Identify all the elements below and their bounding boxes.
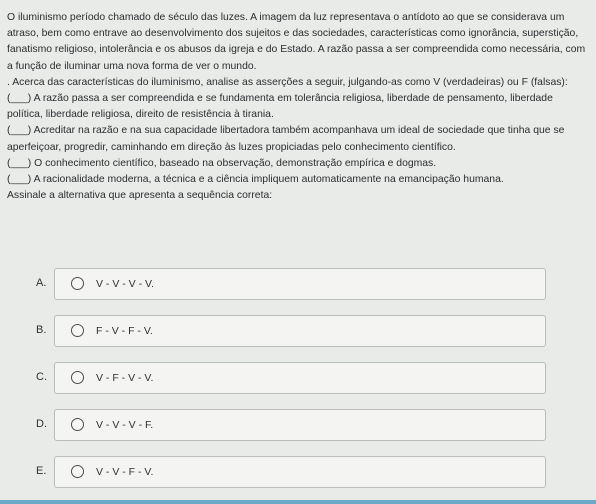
option-box[interactable] <box>54 409 546 441</box>
option-letter: B. <box>36 324 47 336</box>
option-box[interactable] <box>54 268 546 300</box>
radio-circle-icon[interactable] <box>71 465 84 478</box>
assertion-3: (___) O conhecimento científico, baseado na observação, demonstração empírica e dogmas. <box>7 157 437 169</box>
option-label: V - V - V - V. <box>96 278 154 290</box>
option-letter: D. <box>36 418 47 430</box>
option-a[interactable] <box>0 266 596 300</box>
option-d[interactable] <box>0 407 596 441</box>
option-label: V - V - F - V. <box>96 466 154 478</box>
assertion-4: (___) A racionalidade moderna, a técnica e a ciência impliquem automaticamente na emancipação humana. <box>7 174 504 186</box>
option-label: V - F - V - V. <box>96 372 154 384</box>
radio-circle-icon[interactable] <box>71 324 84 337</box>
option-letter: A. <box>36 277 47 289</box>
question-paragraph-prompt: . Acerca das características do iluminismo, analise as asserções a seguir, julgando-as como V (verdadeiras) ou F (falsas): <box>7 76 568 88</box>
radio-circle-icon[interactable] <box>71 371 84 384</box>
option-c[interactable] <box>0 360 596 394</box>
assertion-2: (___) Acreditar na razão e na sua capacidade libertadora também acompanhava um ideal de sociedade que tinha que se aperfeiçoar, progredir, caminhando em direção às luzes propiciadas pelo conhecimento científico. <box>7 125 565 153</box>
option-label: F - V - F - V. <box>96 325 153 337</box>
option-box[interactable] <box>54 362 546 394</box>
option-letter: C. <box>36 371 47 383</box>
option-box[interactable] <box>54 315 546 347</box>
option-box[interactable] <box>54 456 546 488</box>
option-e[interactable] <box>0 454 596 488</box>
question-text <box>7 10 589 204</box>
question-paragraph-intro: O iluminismo período chamado de século das luzes. A imagem da luz representava o antídoto ao que se considerava um atraso, bem como entrave ao desenvolvimento dos sujeitos e das sociedades, características como ignorância, superstição, fanatismo religioso, intolerância e os abusos da igreja e do Estado. A razão passa a ser compreendida como necessária, com a função de iluminar uma nova forma de ver o mundo. <box>7 12 586 72</box>
bottom-accent-bar <box>0 500 596 504</box>
radio-circle-icon[interactable] <box>71 418 84 431</box>
option-b[interactable] <box>0 313 596 347</box>
question-instruction: Assinale a alternativa que apresenta a sequência correta: <box>7 190 273 202</box>
option-label: V - V - V - F. <box>96 419 154 431</box>
option-letter: E. <box>36 465 47 477</box>
assertion-1: (___) A razão passa a ser compreendida e se fundamenta em tolerância religiosa, liberdade de pensamento, liberdade política, liberdade religiosa, direito de resistência à tirania. <box>7 93 553 121</box>
radio-circle-icon[interactable] <box>71 277 84 290</box>
